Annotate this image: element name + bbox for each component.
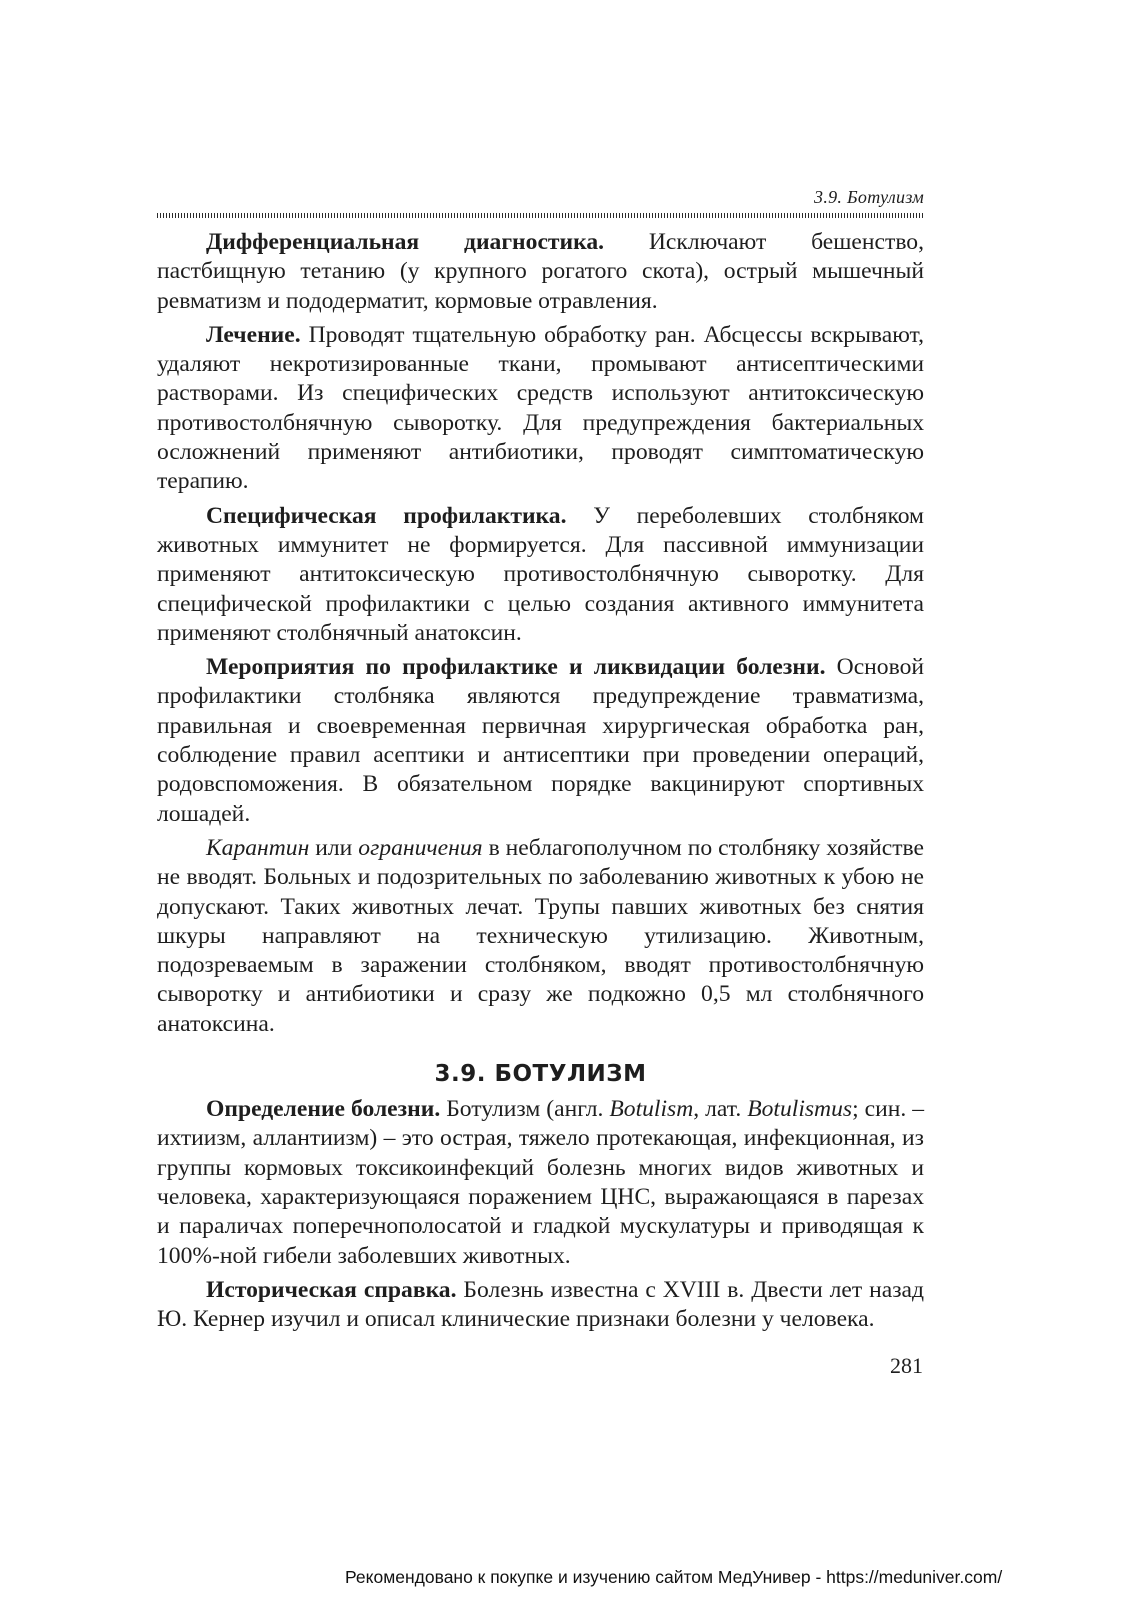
paragraph-definition [157,1095,924,1271]
term-botulism-lat: Botulismus [747,1096,853,1123]
term-differential-diagnosis: Дифференциальная диагностика. [206,229,605,255]
text-specific-prophylaxis: У переболевших столбняком животных иммунитет не формируется. Для пассивной иммунизации применяют антитоксическую противостолбнячную сыворотку. Для специфической профилактики с целью создания активного иммунитета применяют столбнячный анатоксин. [157,502,924,646]
running-header: 3.9. Ботулизм [814,187,924,207]
text-measures: Основой профилактики столбняка являются предупреждение травматизма, правильная и своевременная первичная хирургическая обработка ран, соблюдение правил асептики и антисептики при проведении операций, родовспоможения. В обязательном порядке вакцинируют спортивных лошадей. [157,654,924,827]
term-botulism-en: Botulism [609,1096,694,1123]
paragraph-specific-prophylaxis [157,502,924,648]
term-quarantine: Карантин [206,834,310,861]
paragraph-differential-diagnosis [157,228,924,316]
term-measures: Мероприятия по профилактике и ликвидации болезни. [206,654,826,681]
term-restrictions: ограничения [358,834,483,861]
text-definition-2: , лат. [693,1096,748,1123]
term-history: Историческая справка. [206,1276,457,1303]
page-content [157,228,924,1339]
paragraph-treatment [157,321,924,497]
text-differential-diagnosis: Исключают бешенство, пастбищную тетанию (у крупного рогатого скота), острый мышечный ревматизм и пододерматит, кормовые отравления. [157,229,924,314]
header-rule [157,213,924,218]
section-heading: 3.9. БОТУЛИЗМ [434,1061,647,1088]
text-definition-1: Ботулизм (англ. [440,1096,610,1123]
text-quarantine: в неблагополучном по столбняку хозяйстве не вводят. Больных и подозрительных по заболеванию животных к убою не допускают. Таких животных лечат. Трупы павших животных без снятия шкуры направляют на техническую утилизацию. Животным, подозреваемым в заражении столбняком, вводят противостолбнячную сыворотку и антибиотики и сразу же подкожно 0,5 мл столбнячного анатоксина. [157,834,925,1037]
term-specific-prophylaxis: Специфическая профилактика. [206,502,567,529]
paragraph-history [157,1276,924,1335]
term-definition: Определение болезни. [206,1096,441,1123]
text-history: Болезнь известна с XVIII в. Двести лет назад Ю. Кернер изучил и описал клинические признаки болезни у человека. [157,1276,924,1333]
text-treatment: Проводят тщательную обработку ран. Абсцессы вскрывают, удаляют некротизированные ткани, промывают антисептическими растворами. Из специфических средств используют антитоксическую противостолбнячную сыворотку. Для предупреждения бактериальных осложнений применяют антибиотики, проводят симптоматическую терапию. [157,321,924,495]
term-treatment: Лечение. [206,321,301,348]
paragraph-quarantine [157,834,924,1039]
text-quarantine-or: или [309,834,359,861]
footer-recommendation: Рекомендовано к покупке и изучению сайтом МедУнивер - https://meduniver.com/ [345,1567,1003,1587]
paragraph-measures [157,653,924,829]
page-number: 281 [890,1353,923,1378]
text-definition-3: ; син. – ихтиизм, аллантиизм) – это острая, тяжело протекающая, инфекционная, из группы кормовых токсикоинфекций болезнь многих видов животных и человека, характеризующаяся поражением ЦНС, выражающаяся в парезах и параличах поперечнополосатой и гладкой мускулатуры и приводящая к 100%-ной гибели заболевших животных. [157,1096,924,1269]
